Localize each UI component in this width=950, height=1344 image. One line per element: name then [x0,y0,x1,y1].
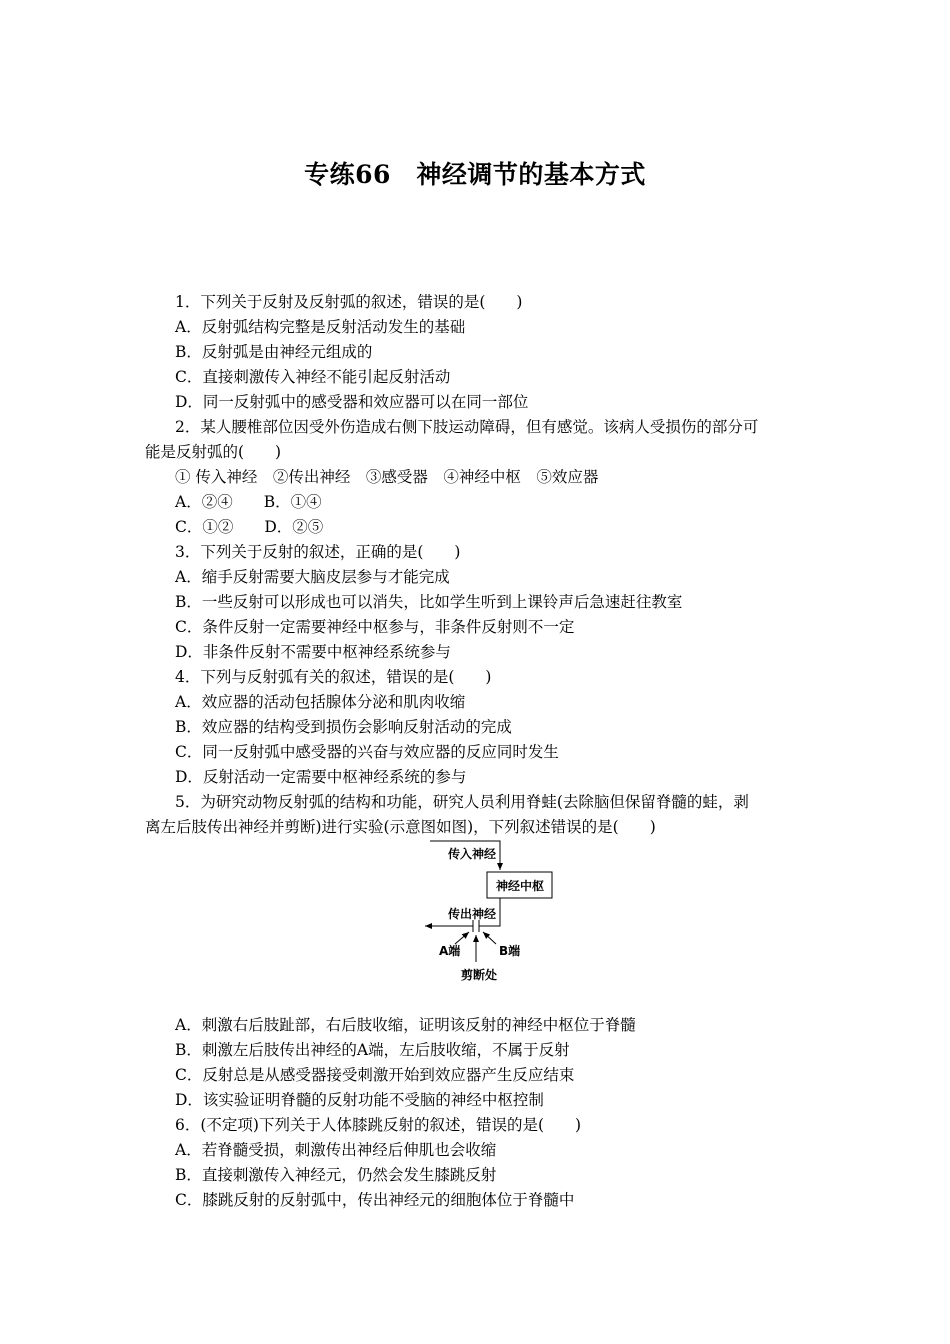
q2-stem: 2．某人腰椎部位因受外伤造成右侧下肢运动障碍，但有感觉。该病人受损伤的部分可 [175,418,759,436]
q2-options-ab: A．②④ B．①④ [175,493,322,511]
q5-option-b: B．刺激左后肢传出神经的A端，左后肢收缩，不属于反射 [175,1041,570,1059]
q2-stem-cont: 能是反射弧的( ) [145,443,282,461]
q3-option-d: D．非条件反射不需要中枢神经系统参与 [175,643,451,661]
q5-option-a: A．刺激右后肢趾部，右后肢收缩，证明该反射的神经中枢位于脊髓 [175,1016,636,1034]
q3-option-c: C．条件反射一定需要神经中枢参与，非条件反射则不一定 [175,618,575,636]
q1-option-a: A．反射弧结构完整是反射活动发生的基础 [175,318,466,336]
q1-option-b: B．反射弧是由神经元组成的 [175,343,373,361]
q5-stem-cont: 离左后肢传出神经并剪断)进行实验(示意图如图)，下列叙述错误的是( ) [145,818,656,836]
q1-option-d: D．同一反射弧中的感受器和效应器可以在同一部位 [175,393,529,411]
efferent-label: 传出神经 [448,907,497,921]
page-title: 专练66 神经调节的基本方式 [304,160,646,189]
afferent-label: 传入神经 [448,847,497,861]
a-end-label: A端 [439,944,461,958]
a-end-pointer [455,932,469,944]
q3-option-b: B．一些反射可以形成也可以消失，比如学生听到上课铃声后急速赶往教室 [175,593,683,611]
q4-option-b: B．效应器的结构受到损伤会影响反射活动的完成 [175,718,512,736]
q1-option-c: C．直接刺激传入神经不能引起反射活动 [175,368,451,386]
q5-option-d: D．该实验证明脊髓的反射功能不受脑的神经中枢控制 [175,1091,544,1109]
reflex-arc-diagram [395,838,575,988]
cut-label: 剪断处 [461,968,498,982]
center-label: 神经中枢 [496,879,545,893]
q5-option-c: C．反射总是从感受器接受刺激开始到效应器产生反应结束 [175,1066,575,1084]
q3-stem: 3．下列关于反射的叙述，正确的是( ) [175,543,461,561]
q5-stem: 5．为研究动物反射弧的结构和功能，研究人员利用脊蛙(去除脑但保留脊髓的蛙，剥 [175,793,749,811]
q4-option-d: D．反射活动一定需要中枢神经系统的参与 [175,768,467,786]
q3-option-a: A．缩手反射需要大脑皮层参与才能完成 [175,568,450,586]
q4-option-a: A．效应器的活动包括腺体分泌和肌肉收缩 [175,693,466,711]
q6-option-a: A．若脊髓受损，刺激传出神经后伸肌也会收缩 [175,1141,497,1159]
q4-stem: 4．下列与反射弧有关的叙述，错误的是( ) [175,668,492,686]
q4-option-c: C．同一反射弧中感受器的兴奋与效应器的反应同时发生 [175,743,559,761]
q2-items: ① 传入神经 ②传出神经 ③感受器 ④神经中枢 ⑤效应器 [175,468,599,486]
q6-option-b: B．直接刺激传入神经元，仍然会发生膝跳反射 [175,1166,497,1184]
q6-stem: 6．(不定项)下列关于人体膝跳反射的叙述，错误的是( ) [175,1116,582,1134]
q1-stem: 1．下列关于反射及反射弧的叙述，错误的是( ) [175,293,523,311]
b-end-pointer [483,932,496,944]
b-end-label: B端 [499,944,521,958]
q6-option-c: C．膝跳反射的反射弧中，传出神经元的细胞体位于脊髓中 [175,1191,575,1209]
q2-options-cd: C．①② D．②⑤ [175,518,324,536]
